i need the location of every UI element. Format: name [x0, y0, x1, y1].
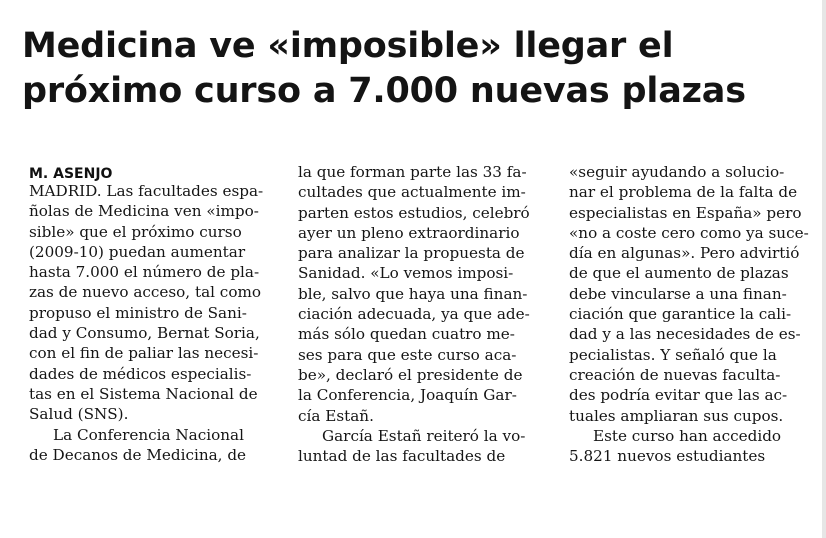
text-line: Salud (SNS).	[29, 405, 129, 424]
text-line: más sólo quedan cuatro me-	[298, 325, 515, 344]
text-line: dad y Consumo, Bernat Soria,	[29, 324, 260, 343]
text-line: tas en el Sistema Nacional de	[29, 384, 258, 403]
text-line: para analizar la propuesta de	[298, 244, 525, 263]
text-line: cultades que actualmente im-	[298, 183, 526, 202]
headline-line: Medicina ve «imposible» llegar el	[22, 26, 674, 66]
text-line: la Conferencia, Joaquín Gar-	[298, 386, 517, 405]
article-column-2	[298, 162, 543, 466]
text-line: des podría evitar que las ac-	[569, 386, 788, 405]
text-line: de Decanos de Medicina, de	[29, 445, 247, 464]
text-line: parten estos estudios, celebró	[298, 203, 530, 222]
text-line: ñolas de Medicina ven «impo-	[29, 202, 259, 221]
text-line: tuales ampliaran sus cupos.	[569, 406, 784, 425]
text-line: ciación que garantice la cali-	[569, 305, 792, 324]
text-line: hasta 7.000 el número de pla-	[29, 263, 260, 282]
text-line: especialistas en España» pero	[569, 203, 802, 222]
text-line: con el fin de paliar las necesi-	[29, 344, 259, 363]
text-line: Sanidad. «Lo vemos imposi-	[298, 264, 514, 283]
text-line: debe vincularse a una finan-	[569, 284, 787, 303]
text-line: La Conferencia Nacional	[53, 425, 244, 444]
text-line: be», declaró el presidente de	[298, 365, 523, 384]
text-line: la que forman parte las 33 fa-	[298, 163, 527, 181]
text-line: ayer un pleno extraordinario	[298, 223, 520, 242]
article-column-1	[29, 181, 279, 465]
text-line: cía Estañ.	[298, 406, 374, 425]
text-line: propuso el ministro de Sani-	[29, 303, 247, 322]
scan-edge	[822, 0, 826, 538]
text-line: ciación adecuada, ya que ade-	[298, 305, 530, 324]
text-line: 5.821 nuevos estudiantes	[569, 447, 766, 466]
text-line: «seguir ayudando a solucio-	[569, 163, 785, 181]
text-line: luntad de las facultades de	[298, 447, 506, 466]
text-line: zas de nuevo acceso, tal como	[29, 283, 262, 302]
text-line: García Estañ reiteró la vo-	[322, 426, 526, 445]
text-line: sible» que el próximo curso	[29, 222, 242, 241]
text-line: ble, salvo que haya una finan-	[298, 284, 528, 303]
text-line: (2009-10) puedan aumentar	[29, 242, 246, 261]
headline-line: próximo curso a 7.000 nuevas plazas	[22, 71, 746, 111]
text-line: nar el problema de la falta de	[569, 183, 798, 202]
text-line: de que el aumento de plazas	[569, 264, 789, 283]
text-line: dad y a las necesidades de es-	[569, 325, 801, 344]
article-column-3	[569, 162, 814, 466]
text-line: pecialistas. Y señaló que la	[569, 345, 777, 364]
text-line: «no a coste cero como ya suce-	[569, 223, 809, 242]
text-line: día en algunas». Pero advirtió	[569, 244, 800, 263]
text-line: MADRID. Las facultades espa-	[29, 182, 264, 200]
text-line: dades de médicos especialis-	[29, 364, 252, 383]
text-line: ses para que este curso aca-	[298, 345, 517, 364]
byline: M. ASENJO	[29, 166, 113, 182]
text-line: Este curso han accedido	[593, 426, 782, 445]
headline	[22, 24, 812, 114]
text-line: creación de nuevas faculta-	[569, 365, 781, 384]
